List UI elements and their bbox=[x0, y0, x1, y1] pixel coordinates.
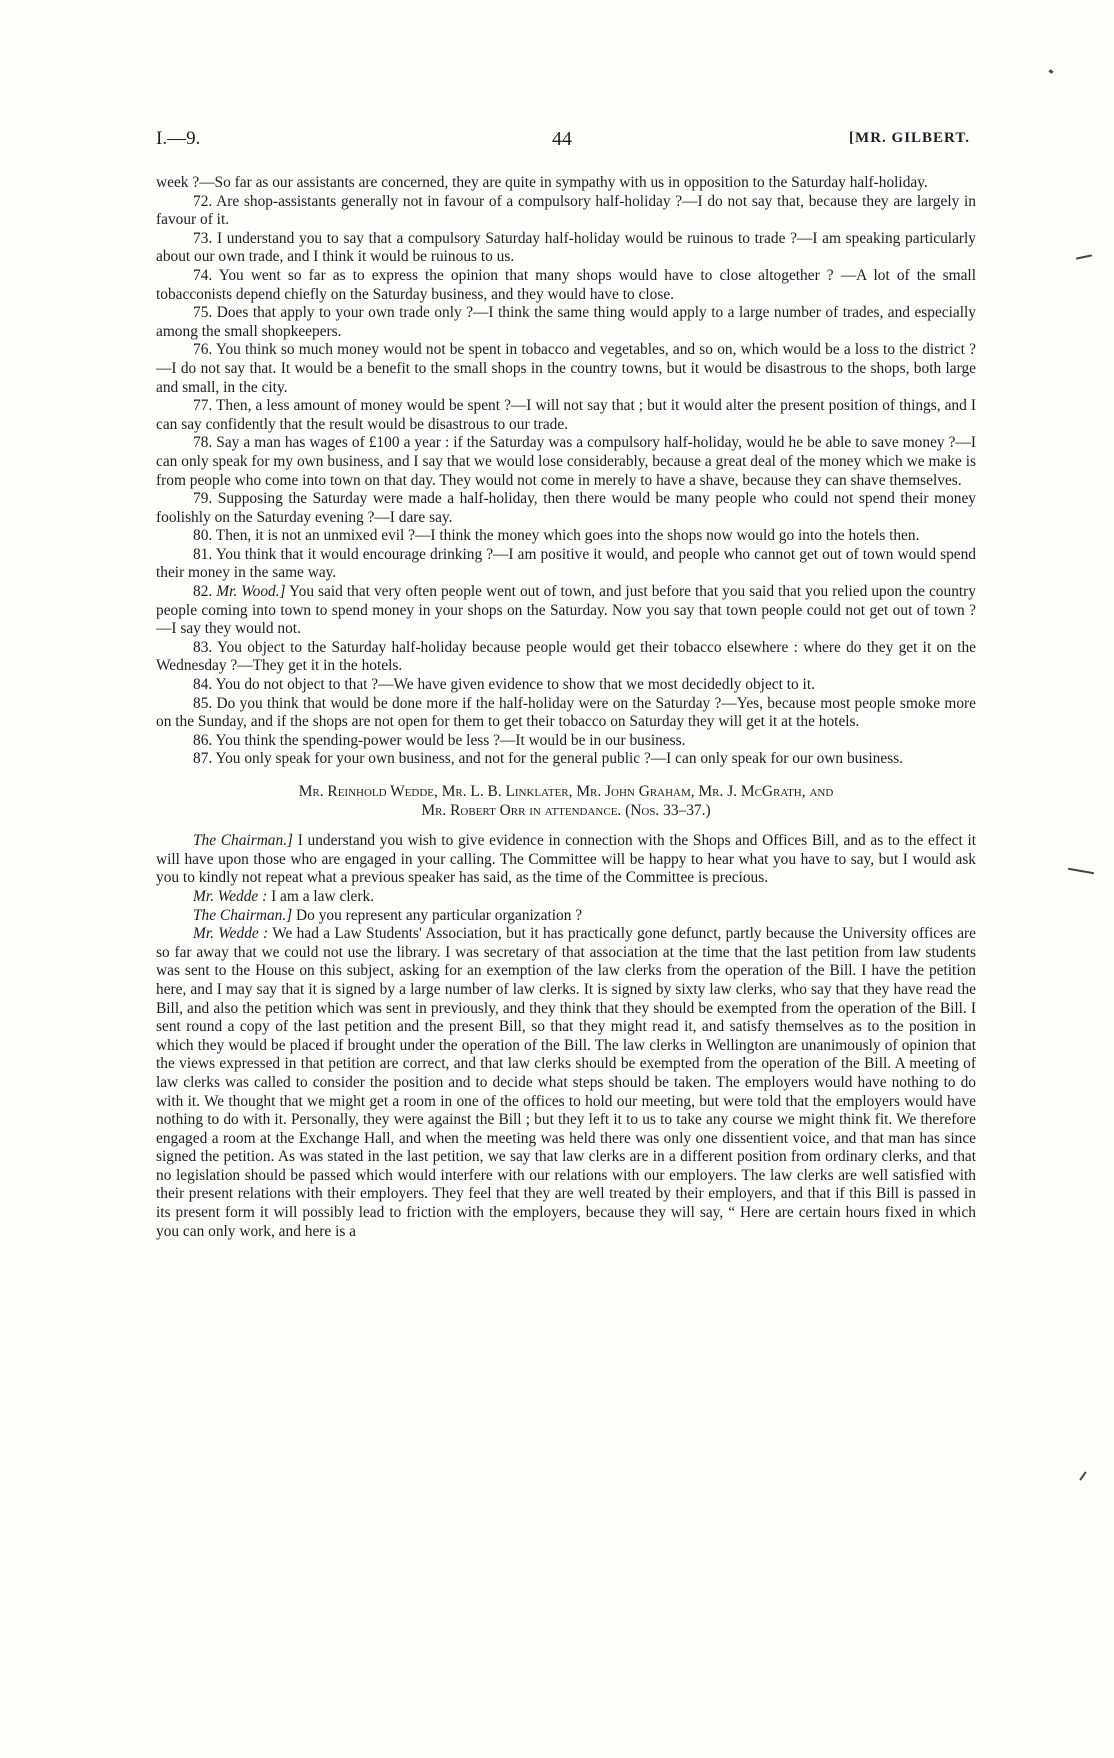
qa-paragraph: 72. Are shop-assistants generally not in favour of a compulsory half-holiday ?—I do not say that, because they are largely in favour of it. bbox=[156, 192, 976, 229]
scan-speck bbox=[1079, 1471, 1086, 1480]
scan-speck bbox=[1049, 69, 1054, 74]
evidence-text: Do you represent any particular organization ? bbox=[292, 906, 583, 924]
qa-paragraph: 86. You think the spending-power would be less ?—It would be in our business. bbox=[193, 731, 686, 749]
evidence-paragraph bbox=[156, 925, 976, 1241]
witness-running-head: [MR. GILBERT. bbox=[849, 130, 970, 146]
evidence-text: We had a Law Students' Association, but it has practically gone defunct, partly because the University offices are so far away that we could not use the library. I was secretary of that association at the time that the last petition from law students was sent to the House on this subject, asking for an exemption of the law clerks from the operation of the Bill. I have the petition here, and I may say that it is signed by a large number of law clerks. It is signed by sixty law clerks, who say that they have read the Bill, and also the petition which was sent in previously, and they think that they should be exempted from the operation of the Bill. I sent round a copy of the last petition and the present Bill, so that they might read it, and satisfy themselves as to the position in which they would be placed if brought under the operation of the Bill. The law clerks in Wellington are unanimously of opinion that the views expressed in that petition are correct, and that law clerks should be exempted from the operation of the Bill. A meeting of law clerks was called to consider the position and to decide what steps should be taken. The employers would have nothing to do with it. We thought that we might get a room in one of the offices to hold our meeting, but were told that the employers would have nothing to do with it. Personally, they were against the Bill ; but they left it to us to take any course we might think fit. We therefore engaged a room at the Exchange Hall, and when the meeting was held there was only one dissentient voice, and that man has since signed the petition. As was stated in the last petition, we say that law clerks are in a different position from ordinary clerks, and that no legislation should be passed which would interfere with our relations with our employers. The law clerks are well satisfied with their present relations with their employers. They feel that they are well treated by their employers, and that if this Bill is passed in its present form it will possibly lead to friction with the employers, because they will say, “ Here are certain hours fixed in which you can only work, and here is a bbox=[156, 925, 976, 1240]
paper-reference: I.—9. bbox=[156, 128, 201, 149]
speaker-label: Mr. Wedde : bbox=[193, 925, 269, 943]
evidence-paragraph bbox=[156, 888, 976, 907]
qa-paragraph: 83. You object to the Saturday half-holiday because people would get their tobacco elsewhere : where do they get it on the Wednesday ?—They get it in the hotels. bbox=[156, 638, 976, 675]
question-number: 82. bbox=[193, 583, 213, 601]
qa-paragraph: 76. You think so much money would not be spent in tobacco and vegetables, and so on, which would be a loss to the district ?—I do not say that. It would be a benefit to the small shops in the country towns, but it would be disastrous to the shops, both large and small, in the city. bbox=[156, 341, 976, 396]
speaker-label: Mr. Wedde : bbox=[193, 887, 268, 905]
qa-paragraph: 79. Supposing the Saturday were made a half-holiday, then there would be many people who could not spend their money foolishly on the Saturday evening ?—I dare say. bbox=[156, 490, 976, 526]
qa-text: You said that very often people went out of town, and just before that you said that you relied upon the country people coming into town to spend money in your shops on the Saturday. Now you say that town people could not get out of town ?—I say they would not. bbox=[156, 583, 976, 638]
evidence-paragraph bbox=[156, 832, 976, 888]
qa-paragraph: 85. Do you think that would be done more if the half-holiday were on the Saturday ?—Yes, because most people smoke more on the Sunday, and if the shops are not open for them to get their tobacco on Saturday they will get it at the hotels. bbox=[156, 694, 976, 731]
attendance-heading bbox=[156, 783, 976, 820]
scan-speck bbox=[1068, 868, 1094, 874]
evidence-text: I understand you wish to give evidence in connection with the Shops and Offices Bill, and as to the effect it will have upon those who are engaged in your calling. The Committee will be happy to hear what you have to say, but I would ask you to kindly not repeat what a previous speaker has said, as the time of the Committee is precious. bbox=[156, 832, 976, 887]
qa-paragraph: 80. Then, it is not an unmixed evil ?—I think the money which goes into the shops now would go into the hotels then. bbox=[193, 527, 920, 545]
speaker-label: The Chairman.] bbox=[193, 832, 294, 850]
qa-paragraph: 73. I understand you to say that a compulsory Saturday half-holiday would be ruinous to trade ?—I am speaking particularly about our own trade, and I think it would be ruinous to us. bbox=[156, 229, 976, 266]
qa-paragraph: 75. Does that apply to your own trade only ?—I think the same thing would apply to a large number of trades, and especially among the small shopkeepers. bbox=[156, 304, 976, 340]
qa-paragraph: 77. Then, a less amount of money would be spent ?—I will not say that ; but it would alter the present position of things, and I can say confidently that the result would be disastrous to our trade. bbox=[156, 397, 976, 433]
evidence-paragraph bbox=[156, 907, 976, 926]
qa-paragraph: week ?—So far as our assistants are concerned, they are quite in sympathy with us in opposition to the Saturday half-holiday. bbox=[156, 174, 928, 191]
qa-paragraph-wood bbox=[156, 583, 976, 639]
speaker-label: Mr. Wood.] bbox=[216, 583, 286, 601]
page-number: 44 bbox=[552, 128, 572, 150]
attendance-line: Mr. Robert Orr in attendance. (Nos. 33–37.) bbox=[421, 801, 711, 819]
speaker-label: The Chairman.] bbox=[193, 906, 293, 924]
scan-speck bbox=[1076, 254, 1092, 259]
page-header bbox=[156, 128, 970, 158]
document-body bbox=[156, 174, 976, 1241]
qa-paragraph: 78. Say a man has wages of £100 a year : if the Saturday was a compulsory half-holiday, would he be able to save money ?—I can only speak for my own business, and I say that we would lose considerably, because a great deal of the money which we make is from people who come into town on that day. They would not come in merely to have a shave, because they can shave themselves. bbox=[156, 434, 976, 489]
attendance-line: Mr. Reinhold Wedde, Mr. L. B. Linklater, Mr. John Graham, Mr. J. McGrath, and bbox=[298, 783, 834, 800]
qa-paragraph: 74. You went so far as to express the opinion that many shops would have to close altogether ? —A lot of the small tobacconists depend chiefly on the Saturday business, and they would have to close. bbox=[156, 266, 976, 303]
evidence-text: I am a law clerk. bbox=[267, 887, 375, 905]
qa-paragraph: 87. You only speak for your own business, and not for the general public ?—I can only speak for our own business. bbox=[193, 750, 903, 768]
qa-paragraph: 84. You do not object to that ?—We have given evidence to show that we most decidedly object to it. bbox=[193, 676, 815, 694]
qa-paragraph: 81. You think that it would encourage drinking ?—I am positive it would, and people who cannot get out of town would spend their money in the same way. bbox=[156, 545, 976, 582]
